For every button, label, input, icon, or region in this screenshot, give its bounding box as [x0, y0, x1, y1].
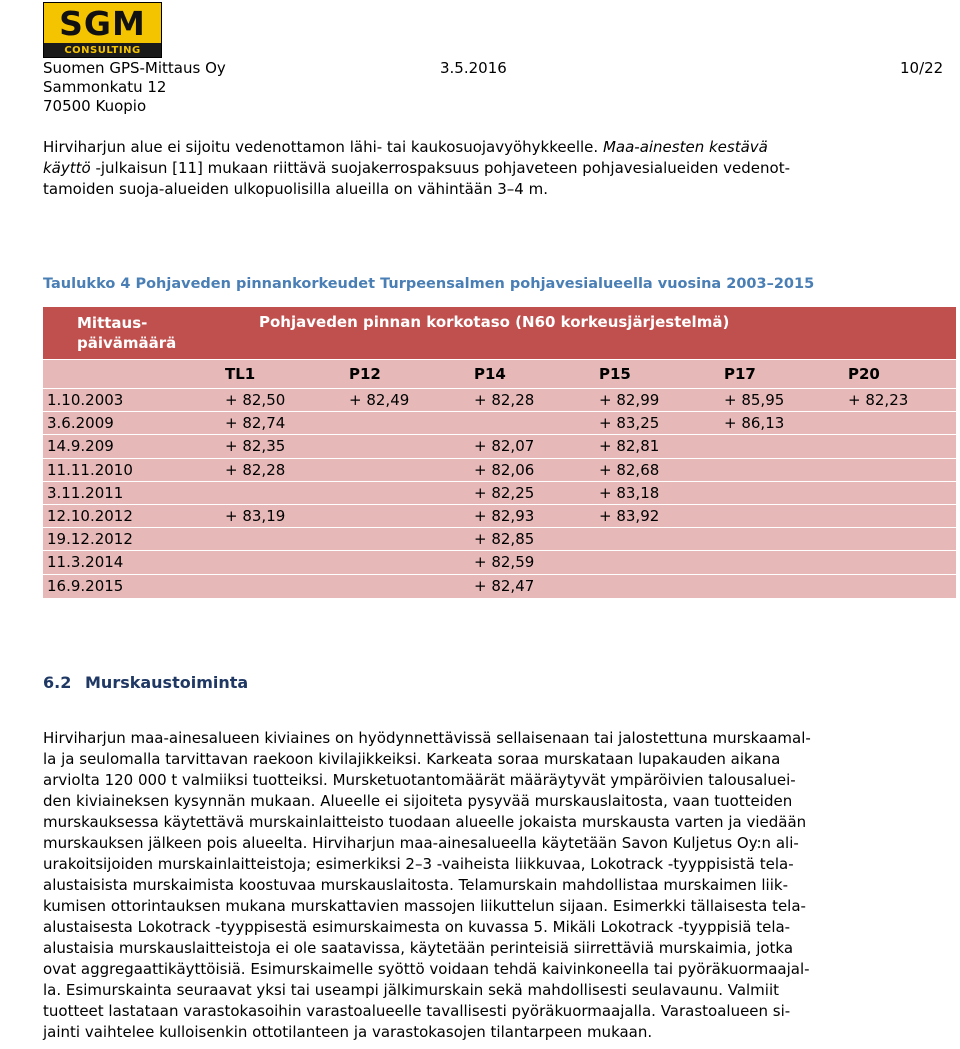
body-line: la. Esimurskainta seuraavat yksi tai useampi jälkimurskain sekä mahdollisesti seulavaunu. Valmiit [43, 981, 780, 999]
cell-p14: + 82,47 [474, 576, 535, 595]
body-line: alustaisia murskauslaitteistoja ei ole saatavissa, käytetään perinteisiä siirrettäviä murskaimia, jotka [43, 939, 794, 957]
subheader-p20: P20 [848, 365, 880, 383]
cell-tl1: + 82,28 [225, 460, 286, 479]
cell-date: 16.9.2015 [47, 576, 124, 595]
cell-date: 1.10.2003 [47, 391, 124, 409]
section-number: 6.2 [43, 673, 72, 692]
cell-p14: + 82,85 [474, 530, 535, 549]
cell-tl1: + 82,74 [225, 414, 286, 433]
body-line: den kiviaineksen kysynnän mukaan. Alueelle ei sijoiteta pysyvää murskauslaitosta, vaan tuotteiden [43, 792, 793, 810]
cell-tl1: + 82,50 [225, 391, 286, 409]
cell-p15: + 82,68 [599, 460, 660, 479]
header-address-street: Sammonkatu 12 [43, 78, 167, 96]
cell-p15: + 83,18 [599, 483, 660, 502]
body-line: urakoitsijoiden murskainlaitteistoja; esimerkiksi 2–3 -vaiheista liikkuvaa, Lokotrack -tyyppisistä tela- [43, 855, 794, 873]
intro-text-2a: käyttö [43, 159, 91, 177]
intro-line-3: tamoiden suoja-alueiden ulkopuolisilla alueilla on vähintään 3–4 m. [43, 180, 548, 198]
section-heading [43, 673, 248, 692]
body-line: alustaisesta Lokotrack -tyyppisestä esimurskaimesta on kuvassa 5. Mikäli Lokotrack -tyyppisiä tela- [43, 918, 791, 936]
section-title: Murskaustoiminta [85, 673, 249, 692]
header-page-number: 10/22 [900, 59, 944, 77]
table-row [43, 434, 956, 458]
subheader-p15: P15 [599, 365, 631, 383]
cell-p17: + 85,95 [724, 391, 785, 409]
cell-p20: + 82,23 [848, 391, 909, 409]
header-level-column: Pohjaveden pinnan korkotaso (N60 korkeusjärjestelmä) [259, 313, 730, 331]
subheader-tl1: TL1 [225, 365, 256, 383]
intro-paragraph [43, 137, 947, 200]
cell-p14: + 82,25 [474, 483, 535, 502]
cell-date: 14.9.209 [47, 437, 114, 456]
intro-text-2b: -julkaisun [11] mukaan riittävä suojakerrospaksuus pohjaveteen pohjavesialueiden vedenot- [90, 159, 790, 177]
table-row [43, 574, 956, 598]
body-line: Hirviharjun maa-ainesalueen kiviaines on hyödynnettävissä sellaisenaan tai jalostettuna murskaamal- [43, 729, 811, 747]
header-date: 3.5.2016 [440, 59, 507, 77]
cell-date: 12.10.2012 [47, 507, 133, 525]
table-row [43, 458, 956, 482]
table-row [43, 388, 956, 412]
table-caption: Taulukko 4 Pohjaveden pinnankorkeudet Turpeensalmen pohjavesialueella vuosina 2003–2015 [43, 276, 815, 292]
cell-p14: + 82,07 [474, 437, 535, 456]
table-row [43, 481, 956, 505]
cell-date: 3.6.2009 [47, 414, 114, 433]
table-header [43, 307, 956, 359]
header-address-city: 70500 Kuopio [43, 97, 147, 115]
cell-p15: + 83,25 [599, 414, 660, 433]
cell-date: 19.12.2012 [47, 530, 133, 549]
body-line: tuotteet lastataan varastokasoihin varastoalueelle tavallisesti pyöräkuormaajalla. Varastoalueen si- [43, 1002, 791, 1020]
table-row [43, 527, 956, 551]
cell-p14: + 82,93 [474, 507, 535, 525]
cell-tl1: + 82,35 [225, 437, 286, 456]
table-row [43, 550, 956, 574]
body-line: arviolta 120 000 t valmiiksi tuotteiksi. Mursketuotantomäärät määräytyvät ympäröivien talousaluei- [43, 771, 796, 789]
intro-line-1 [43, 137, 947, 158]
body-line: la ja seulomalla tarvittavan raekoon kivilajikkeiksi. Karkeata soraa murskataan lupakauden aikana [43, 750, 781, 768]
header-company: Suomen GPS-Mittaus Oy [43, 59, 226, 77]
subheader-p17: P17 [724, 365, 756, 383]
cell-date: 11.11.2010 [47, 460, 133, 479]
table-row [43, 411, 956, 435]
subheader-p12: P12 [349, 365, 381, 383]
cell-p15: + 83,92 [599, 507, 660, 525]
body-line: ovat aggregaattikäyttöisiä. Esimurskaimelle syöttö voidaan tehdä kaivinkoneella tai pyöräkuormaajal- [43, 960, 810, 978]
cell-date: 3.11.2011 [47, 483, 124, 502]
cell-p14: + 82,28 [474, 391, 535, 409]
table-row [43, 504, 956, 528]
body-line: murskauksen jälkeen pois alueelta. Hirviharjun maa-ainesalueella käytetään Savon Kuljetus Oy:n ali- [43, 834, 799, 852]
body-line: alustaisista murskaimista koostuvaa murskauslaitosta. Telamurskain mahdollistaa murskaimen liik- [43, 876, 788, 894]
sgm-consulting-logo [43, 2, 162, 58]
cell-p15: + 82,99 [599, 391, 660, 409]
header-date-column [77, 313, 176, 353]
cell-p12: + 82,49 [349, 391, 410, 409]
intro-text-1b: Maa-ainesten kestävä [602, 138, 768, 156]
intro-line-2 [43, 158, 947, 179]
body-line: murskauksessa käytettävä murskainlaitteisto tuodaan alueelle jokaista murskausta varten ja viedään [43, 813, 807, 831]
subheader-p14: P14 [474, 365, 506, 383]
section-body [43, 728, 947, 1043]
intro-text-1a: Hirviharjun alue ei sijoitu vedenottamon lähi- tai kaukosuojavyöhykkeelle. [43, 138, 603, 156]
cell-p14: + 82,59 [474, 553, 535, 572]
body-line: jainti vaihtelee kulloisenkin ottotilanteen ja varastokasojen tilantarpeen mukaan. [43, 1023, 653, 1041]
cell-date: 11.3.2014 [47, 553, 124, 572]
table-subheader-row [43, 359, 956, 388]
cell-p17: + 86,13 [724, 414, 785, 433]
header-date-line-1: Mittaus- [77, 314, 148, 332]
logo-sub: CONSULTING [44, 43, 161, 57]
cell-tl1: + 83,19 [225, 507, 286, 525]
cell-p15: + 82,81 [599, 437, 660, 456]
body-line: kumisen ottorintauksen mukana murskattavien massojen liikuttelun sijaan. Esimerkki tällaisesta tela- [43, 897, 806, 915]
logo-brand: SGM [44, 3, 161, 43]
header-date-line-2: päivämäärä [77, 334, 177, 352]
cell-p14: + 82,06 [474, 460, 535, 479]
